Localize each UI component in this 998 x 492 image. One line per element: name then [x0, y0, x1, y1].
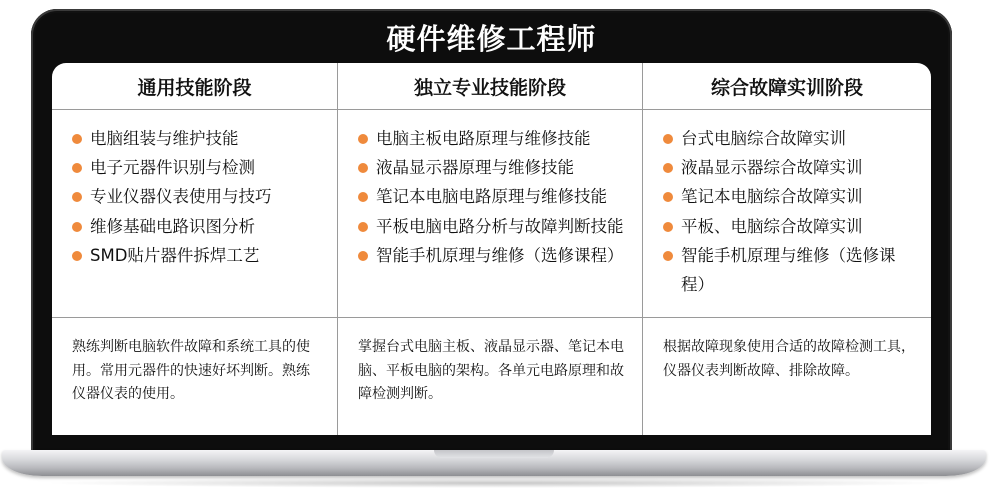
list-item: 液晶显示器综合故障实训 [663, 153, 919, 182]
list-item: 液晶显示器原理与维修技能 [358, 153, 630, 182]
column-header-professional: 独立专业技能阶段 [338, 63, 643, 110]
laptop-opening-notch [434, 450, 554, 458]
column-header-general: 通用技能阶段 [52, 63, 338, 110]
list-item: 电脑主板电路原理与维修技能 [358, 124, 630, 153]
bullet-dot-icon [663, 192, 673, 202]
bullet-dot-icon [72, 192, 82, 202]
skill-list-general [52, 110, 338, 318]
curriculum-table [52, 63, 931, 435]
bullet-dot-icon [358, 222, 368, 232]
list-item: 平板、电脑综合故障实训 [663, 212, 919, 241]
list-item: 笔记本电脑电路原理与维修技能 [358, 182, 630, 211]
list-item: 智能手机原理与维修（选修课程） [358, 241, 630, 270]
page-title: 硬件维修工程师 [386, 22, 597, 56]
bullet-dot-icon [663, 251, 673, 261]
list-item: 维修基础电路识图分析 [72, 212, 325, 241]
list-item: 智能手机原理与维修（选修课程） [663, 241, 919, 299]
bullet-dot-icon [358, 251, 368, 261]
list-item: 电脑组装与维护技能 [72, 124, 325, 153]
laptop-screen-bezel [31, 9, 952, 455]
bullet-dot-icon [358, 163, 368, 173]
list-item: 电子元器件识别与检测 [72, 153, 325, 182]
description-practical: 根据故障现象使用合适的故障检测工具，仪器仪表判断故障、排除故障。 [663, 339, 915, 379]
list-item: 平板电脑电路分析与故障判断技能 [358, 212, 630, 241]
bullet-dot-icon [72, 134, 82, 144]
description-general: 熟练判断电脑软件故障和系统工具的使用。常用元器件的快速好坏判断。熟练仪器仪表的使用。 [52, 318, 338, 435]
description-professional: 掌握台式电脑主板、液晶显示器、笔记本电脑、平板电脑的架构。各单元电路原理和故障检测判断。 [338, 318, 643, 435]
list-item: SMD贴片器件拆焊工艺 [72, 241, 325, 270]
bullet-dot-icon [72, 251, 82, 261]
laptop-base [2, 450, 986, 476]
skill-list-professional [338, 110, 643, 318]
bullet-dot-icon [663, 134, 673, 144]
list-item: 台式电脑综合故障实训 [663, 124, 919, 153]
column-header-practical: 综合故障实训阶段 [643, 63, 931, 110]
list-item: 笔记本电脑综合故障实训 [663, 182, 919, 211]
skill-list-practical [643, 110, 931, 318]
bullet-dot-icon [663, 163, 673, 173]
bullet-dot-icon [72, 163, 82, 173]
bullet-dot-icon [663, 222, 673, 232]
bullet-dot-icon [358, 134, 368, 144]
bullet-dot-icon [72, 222, 82, 232]
laptop-shadow [40, 478, 950, 488]
bullet-dot-icon [358, 192, 368, 202]
list-item: 专业仪器仪表使用与技巧 [72, 182, 325, 211]
